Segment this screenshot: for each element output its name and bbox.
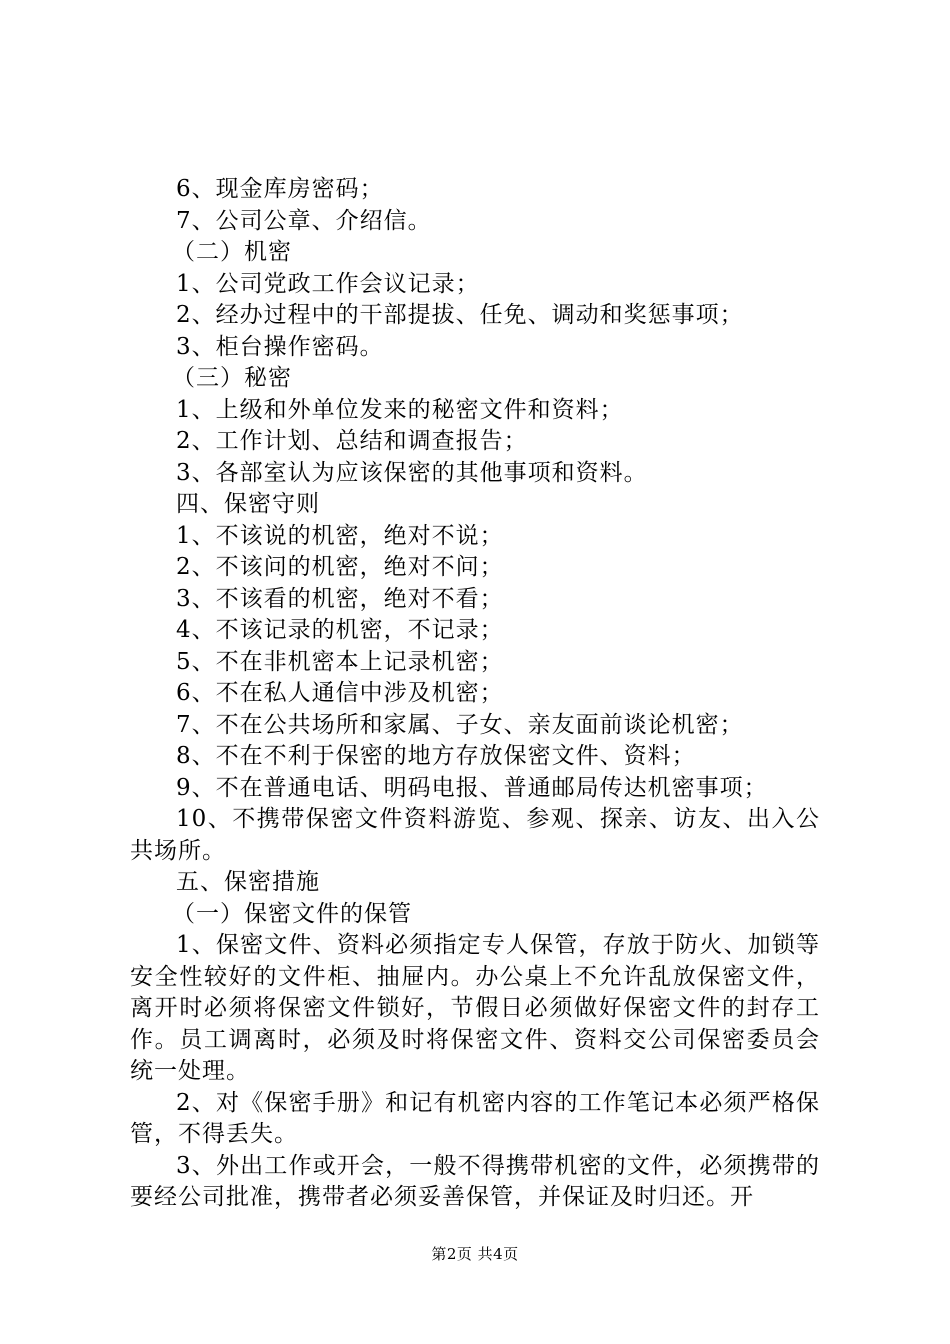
text-line: 9、不在普通电话、明码电报、普通邮局传达机密事项；: [176, 774, 768, 801]
text-line: 1、上级和外单位发来的秘密文件和资料；: [176, 396, 624, 423]
text-line: 3、柜台操作密码。: [176, 333, 384, 360]
section-heading: 五、保密措施: [176, 869, 320, 895]
subheading-line: （三）秘密: [172, 365, 292, 391]
text-line: 2、工作计划、总结和调查报告；: [176, 428, 528, 454]
text-line: 3、不该看的机密，绝对不看；: [176, 585, 504, 612]
text-line: 3、各部室认为应该保密的其他事项和资料。: [176, 459, 648, 486]
text-line: 2、不该问的机密，绝对不问；: [176, 554, 504, 580]
text-line: 2、经办过程中的干部提拔、任免、调动和奖惩事项；: [176, 302, 744, 328]
document-body: [130, 174, 820, 1214]
text-line: 1、公司党政工作会议记录；: [176, 270, 480, 297]
paragraph: 3、外出工作或开会，一般不得携带机密的文件，必须携带的要经公司批准，携带者必须妥善保管，并保证及时归还。开: [130, 1152, 820, 1210]
text-line: 6、现金库房密码；: [176, 176, 384, 202]
subheading-line: （二）机密: [172, 239, 292, 265]
text-line: 7、公司公章、介绍信。: [176, 207, 432, 234]
paragraph: 1、保密文件、资料必须指定专人保管，存放于防火、加锁等安全性较好的文件柜、抽屉内。办公桌上不允许乱放保密文件，离开时必须将保密文件锁好，节假日必须做好保密文件的封存工作。员工调离时，必须及时将保密文件、资料交公司保密委员会统一处理。: [130, 932, 820, 1084]
text-line: 7、不在公共场所和家属、子女、亲友面前谈论机密；: [176, 711, 744, 738]
page-footer: 第2页 共4页: [431, 1245, 519, 1263]
text-line: 6、不在私人通信中涉及机密；: [176, 680, 504, 706]
paragraph: 10、不携带保密文件资料游览、参观、探亲、访友、出入公共场所。: [130, 806, 820, 864]
text-line: 1、不该说的机密，绝对不说；: [176, 522, 504, 549]
subheading-line: （一）保密文件的保管: [172, 900, 412, 927]
text-line: 8、不在不利于保密的地方存放保密文件、资料；: [176, 743, 696, 769]
section-heading: 四、保密守则: [176, 491, 320, 517]
text-line: 5、不在非机密本上记录机密；: [176, 648, 504, 675]
paragraph: 2、对《保密手册》和记有机密内容的工作笔记本必须严格保管，不得丢失。: [130, 1089, 820, 1147]
text-line: 4、不该记录的机密，不记录；: [176, 617, 504, 643]
